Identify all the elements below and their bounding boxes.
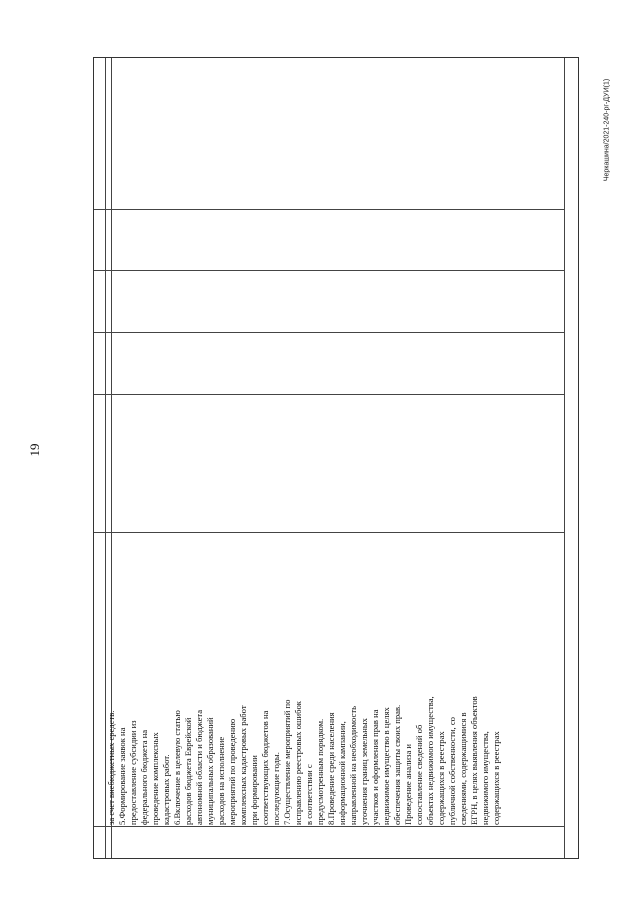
- cell-text-line: последующие годы.: [271, 752, 281, 825]
- row-divider: [94, 332, 564, 333]
- row-divider: [94, 826, 564, 827]
- row-divider: [94, 394, 564, 395]
- cell-text-line: информационной кампании,: [337, 721, 347, 825]
- cell-text-line: мероприятий по проведению: [227, 718, 237, 825]
- cell-text-line: расходов на исполнение: [216, 736, 226, 825]
- document-stamp: Черкашина/2021-240-рг-ДУИ(1): [603, 78, 611, 182]
- cell-text-line: кадастровых работ.: [161, 754, 171, 825]
- cell-text-line: проведение комплексных: [150, 732, 160, 825]
- cell-text-line: публичной собственности, со: [447, 717, 457, 825]
- cell-text-line: за счет внебюджетных средств.: [106, 710, 116, 825]
- cell-text-line: в соответствии с: [304, 764, 314, 825]
- cell-text-line: 5.Формирование заявок на: [117, 727, 127, 825]
- table-cell-text: [106, 555, 502, 825]
- row-divider: [94, 209, 564, 210]
- cell-text-line: федерального бюджета на: [139, 729, 149, 825]
- cell-text-line: Проведение анализа и: [403, 743, 413, 825]
- cell-text-line: 8.Проведение среди населения: [326, 712, 336, 825]
- page-number: 19: [27, 443, 42, 457]
- cell-text-line: автономной области и бюджета: [194, 709, 204, 825]
- row-divider: [94, 270, 564, 271]
- cell-text-line: содержащихся в реестрах: [436, 731, 446, 825]
- cell-text-line: сведениями, содержащимися в: [458, 712, 468, 825]
- cell-text-line: при формировании: [249, 755, 259, 825]
- cell-text-line: предоставление субсидии из: [128, 720, 138, 825]
- cell-text-line: 6.Включение в целевую статью: [172, 710, 182, 825]
- cell-text-line: уточнения границ земельных: [359, 718, 369, 825]
- cell-text-line: участков и оформления прав на: [370, 709, 380, 825]
- cell-text-line: направленной на необходимость: [348, 705, 358, 825]
- cell-text-line: расходов бюджета Еврейской: [183, 717, 193, 825]
- cell-text-line: ЕГРН, в целях выявления объектов: [469, 696, 479, 825]
- cell-text-line: недвижимое имущество в целях: [381, 707, 391, 825]
- cell-text-line: соответствующих бюджетов на: [260, 710, 270, 825]
- cell-text-line: недвижимого имущества,: [480, 731, 490, 825]
- cell-text-line: комплексных кадастровых работ: [238, 705, 248, 825]
- cell-text-line: муниципальных образований: [205, 717, 215, 825]
- row-divider: [94, 532, 564, 533]
- column-divider: [564, 58, 565, 858]
- cell-text-line: 7.Осуществление мероприятий по: [282, 699, 292, 825]
- cell-text-line: объектах недвижимого имущества,: [425, 696, 435, 825]
- cell-text-line: обеспечения защиты своих прав.: [392, 704, 402, 825]
- cell-text-line: содержащихся в реестрах: [491, 731, 501, 825]
- cell-text-line: исправлению реестровых ошибок: [293, 701, 303, 825]
- cell-text-line: сопоставление сведений об: [414, 724, 424, 825]
- cell-text-line: предусмотренным порядком.: [315, 718, 325, 825]
